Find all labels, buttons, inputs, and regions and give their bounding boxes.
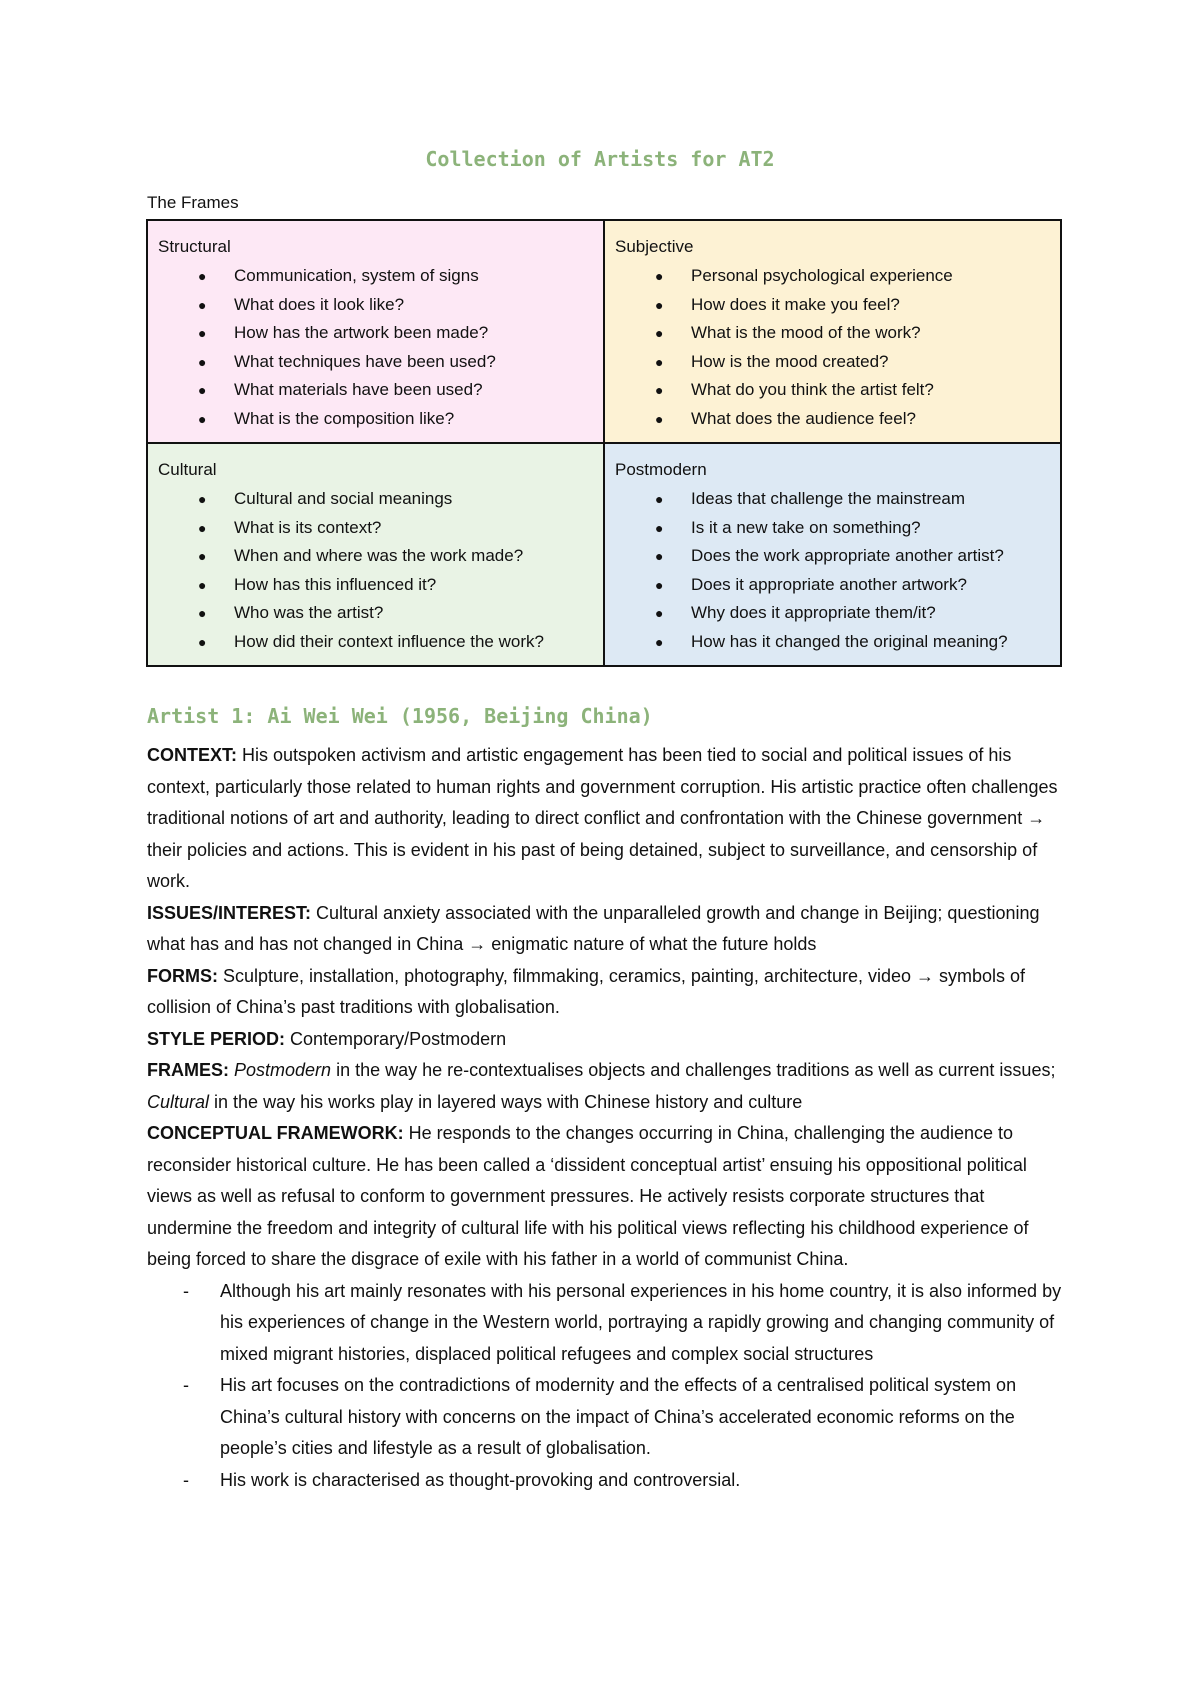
list-item-text: What is the composition like? xyxy=(234,408,455,428)
artist-1-notes-list xyxy=(147,1276,1067,1497)
frame-heading-structural: Structural xyxy=(158,237,231,256)
list-item-text: How has the artwork been made? xyxy=(234,323,489,342)
list-item xyxy=(158,262,593,291)
list-item-text: Does the work appropriate another artist? xyxy=(691,546,1004,565)
list-item-text: Does it appropriate another artwork? xyxy=(691,574,967,594)
list-item xyxy=(147,1465,1067,1497)
bullet-icon: ● xyxy=(655,519,664,536)
list-item-text: What do you think the artist felt? xyxy=(691,380,934,399)
frames-emphasis: Cultural xyxy=(147,1091,210,1112)
conceptual-framework-label: CONCEPTUAL FRAMEWORK: xyxy=(147,1123,404,1143)
list-item-text: What techniques have been used? xyxy=(234,351,496,371)
list-item xyxy=(615,319,1050,348)
bullet-icon: ● xyxy=(655,268,664,284)
list-item xyxy=(158,376,593,405)
list-item-text: What does the audience feel? xyxy=(691,408,916,428)
style-text: Contemporary/Postmodern xyxy=(285,1028,507,1049)
frames-paragraph xyxy=(147,1055,1067,1118)
list-item xyxy=(147,1370,1067,1465)
list-item xyxy=(158,319,593,348)
list-item-text: His work is characterised as thought-provoking and controversial. xyxy=(220,1469,741,1490)
list-item xyxy=(158,348,593,377)
list-item xyxy=(615,514,1050,543)
frames-emphasis: Postmodern xyxy=(234,1060,332,1080)
conceptual-framework-paragraph xyxy=(147,1118,1067,1276)
list-item xyxy=(158,291,593,320)
frame-cell-subjective xyxy=(604,220,1061,443)
frames-text: in the way his works play in layered ways with Chinese history and culture xyxy=(209,1091,803,1112)
list-item-text: His art focuses on the contradictions of modernity and the effects of a centralised political system on China’s cultural history with concerns on the impact of China’s accelerated economic reforms on the people’s cities and lifestyle as a result of globalisation. xyxy=(220,1375,1017,1458)
bullet-icon: ● xyxy=(198,353,207,370)
bullet-icon: ● xyxy=(655,410,664,427)
list-item-text: How did their context influence the work? xyxy=(234,631,544,651)
bullet-icon: ● xyxy=(198,382,207,398)
bullet-icon: ● xyxy=(655,382,664,398)
list-item-text: Communication, system of signs xyxy=(234,266,479,285)
list-item-text: Although his art mainly resonates with his personal experiences in his home country, it is also informed by his experiences of change in the Western world, portraying a rapidly growing and changing community of mixed migrant histories, displaced political refugees and complex social structures xyxy=(220,1280,1062,1364)
list-item xyxy=(615,599,1050,628)
bullet-icon: ● xyxy=(198,576,207,593)
bullet-icon: ● xyxy=(198,325,207,341)
list-item xyxy=(615,291,1050,320)
document-title: Collection of Artists for AT2 xyxy=(425,147,775,171)
list-item-text: Is it a new take on something? xyxy=(691,517,921,537)
bullet-icon: ● xyxy=(655,353,664,370)
list-item xyxy=(615,262,1050,291)
frames-label: The Frames xyxy=(147,193,239,212)
list-item xyxy=(158,599,593,628)
bullet-icon: ● xyxy=(655,491,664,507)
list-item-text: When and where was the work made? xyxy=(234,546,524,565)
bullet-icon: ● xyxy=(655,605,664,621)
list-item xyxy=(158,542,593,571)
bullet-icon: ● xyxy=(198,519,207,536)
bullet-icon: ● xyxy=(198,548,207,564)
list-item xyxy=(147,1276,1067,1371)
dash-icon: - xyxy=(183,1469,189,1490)
artist-1-body xyxy=(147,740,1067,1496)
list-item xyxy=(615,628,1050,657)
bullet-icon: ● xyxy=(655,325,664,341)
frame-cell-postmodern xyxy=(604,443,1061,666)
list-item-text: What is the mood of the work? xyxy=(691,323,921,342)
list-item-text: How has it changed the original meaning? xyxy=(691,631,1008,651)
list-item xyxy=(158,628,593,657)
frame-heading-cultural: Cultural xyxy=(158,460,217,479)
style-paragraph xyxy=(147,1024,1067,1056)
dash-icon: - xyxy=(183,1375,189,1395)
list-item-text: Who was the artist? xyxy=(234,603,384,622)
bullet-icon: ● xyxy=(655,576,664,593)
context-paragraph xyxy=(147,740,1067,898)
list-item xyxy=(615,376,1050,405)
issues-text: Cultural anxiety associated with the unparalleled growth and change in Beijing; questioning what has and has not changed in China → enigmatic nature of what the future holds xyxy=(147,902,1040,954)
dash-icon: - xyxy=(183,1280,189,1301)
bullet-icon: ● xyxy=(198,491,207,507)
frames-table xyxy=(146,219,1062,667)
frame-heading-postmodern: Postmodern xyxy=(615,460,707,479)
list-item xyxy=(158,405,593,434)
list-item xyxy=(615,571,1050,600)
issues-label: ISSUES/INTEREST: xyxy=(147,902,312,923)
list-item-text: Cultural and social meanings xyxy=(234,489,453,508)
list-item xyxy=(615,348,1050,377)
list-item-text: Personal psychological experience xyxy=(691,266,953,285)
frame-list-structural xyxy=(158,262,593,433)
frames-text: in the way he re-contextualises objects and challenges traditions as well as current issues; xyxy=(331,1060,1056,1080)
context-text: His outspoken activism and artistic engagement has been tied to social and political issues of his context, particularly those related to human rights and government corruption. His artistic practice often challenges traditional notions of art and authority, leading to direct conflict and confrontation with the Chinese government → their policies and actions. This is evident in his past of being detained, subject to surveillance, and censorship of work. xyxy=(147,745,1058,891)
context-label: CONTEXT: xyxy=(147,745,237,765)
list-item-text: What materials have been used? xyxy=(234,380,483,399)
bullet-icon: ● xyxy=(655,296,664,313)
list-item xyxy=(615,485,1050,514)
bullet-icon: ● xyxy=(198,296,207,313)
forms-paragraph xyxy=(147,961,1067,1024)
forms-text: Sculpture, installation, photography, filmmaking, ceramics, painting, architecture, video → symbols of collision of China’s past traditions with globalisation. xyxy=(147,965,1026,1017)
frame-list-subjective xyxy=(615,262,1050,433)
list-item-text: Ideas that challenge the mainstream xyxy=(691,489,966,508)
list-item xyxy=(158,514,593,543)
frame-list-cultural xyxy=(158,485,593,656)
list-item-text: Why does it appropriate them/it? xyxy=(691,603,936,622)
conceptual-framework-text: He responds to the changes occurring in China, challenging the audience to reconsider historical culture. He has been called a ‘dissident conceptual artist’ ensuing his oppositional political views as well as refusal to conform to government pressures. He actively resists corporate structures that undermine the freedom and integrity of cultural life with his political views reflecting his childhood experience of being forced to share the disgrace of exile with his father in a world of communist China. xyxy=(147,1123,1029,1269)
list-item xyxy=(615,542,1050,571)
list-item xyxy=(615,405,1050,434)
list-item xyxy=(158,571,593,600)
list-item-text: How is the mood created? xyxy=(691,351,889,371)
frame-heading-subjective: Subjective xyxy=(615,237,694,256)
list-item-text: How has this influenced it? xyxy=(234,574,437,594)
forms-label: FORMS: xyxy=(147,965,218,986)
frame-cell-cultural xyxy=(147,443,604,666)
bullet-icon: ● xyxy=(198,410,207,427)
list-item-text: How does it make you feel? xyxy=(691,294,900,314)
frame-list-postmodern xyxy=(615,485,1050,656)
bullet-icon: ● xyxy=(198,268,207,284)
style-label: STYLE PERIOD: xyxy=(147,1028,286,1049)
bullet-icon: ● xyxy=(198,605,207,621)
bullet-icon: ● xyxy=(655,548,664,564)
bullet-icon: ● xyxy=(655,633,664,650)
issues-paragraph xyxy=(147,898,1067,961)
artist-1-heading: Artist 1: Ai Wei Wei (1956, Beijing China) xyxy=(147,704,653,728)
frame-cell-structural xyxy=(147,220,604,443)
list-item xyxy=(158,485,593,514)
bullet-icon: ● xyxy=(198,633,207,650)
list-item-text: What is its context? xyxy=(234,517,382,537)
frames-label: FRAMES: xyxy=(147,1060,229,1080)
list-item-text: What does it look like? xyxy=(234,294,405,314)
